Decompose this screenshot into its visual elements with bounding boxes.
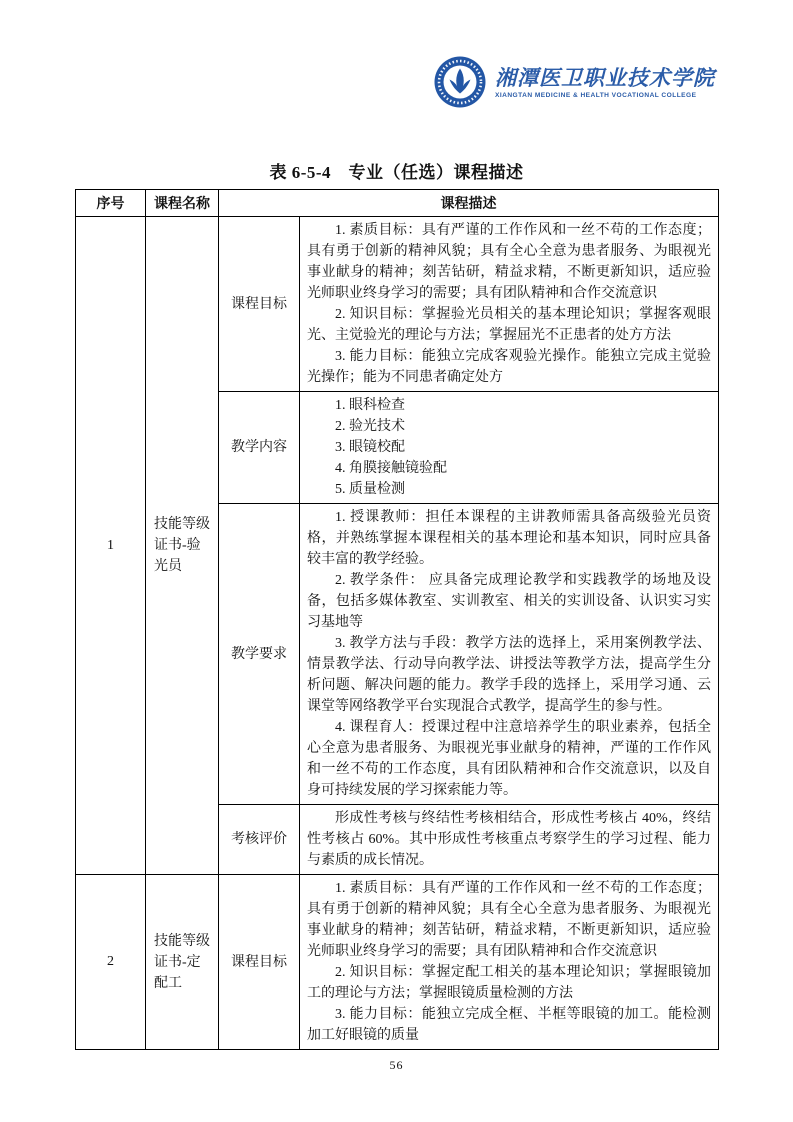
paragraph: 2. 验光技术 <box>335 419 405 434</box>
table-header-row <box>76 190 719 217</box>
paragraph: 3. 能力目标：能独立完成客观验光操作。能独立完成主觉验光操作；能为不同患者确定处方 <box>307 349 711 385</box>
college-logotype <box>495 66 715 99</box>
college-logo <box>434 56 715 108</box>
section-content-cell <box>300 217 719 392</box>
section-content-cell <box>300 875 719 1050</box>
course-description-table <box>75 189 719 1050</box>
paragraph: 1. 授课教师：担任本课程的主讲教师需具备高级验光员资格，并熟练掌握本课程相关的基本理论和基本知识，同时应具备较丰富的教学经验。 <box>307 510 711 567</box>
course-index-cell: 1 <box>76 217 146 875</box>
paragraph: 1. 素质目标：具有严谨的工作作风和一丝不苟的工作态度；具有勇于创新的精神风貌；具有全心全意为患者服务、为眼视光事业献身的精神；刻苦钻研，精益求精，不断更新知识，适应验光师职业终身学习的需要；具有团队精神和合作交流意识 <box>307 223 711 301</box>
paragraph: 2. 教学条件： 应具备完成理论教学和实践教学的场地及设备，包括多媒体教室、实训教室、相关的实训设备、认识实习实习基地等 <box>307 573 711 630</box>
section-label-cell: 课程目标 <box>219 875 300 1050</box>
paragraph: 5. 质量检测 <box>335 482 405 497</box>
table-row <box>76 217 719 392</box>
paragraph: 4. 课程育人：授课过程中注意培养学生的职业素养，包括全心全意为患者服务、为眼视光事业献身的精神，严谨的工作作风和一丝不苟的工作态度，具有团队精神和合作交流意识，以及自身可持续发展的学习探索能力等。 <box>307 720 711 798</box>
column-header-description: 课程描述 <box>219 190 719 217</box>
section-content-cell <box>300 504 719 805</box>
section-content-cell <box>300 805 719 875</box>
college-name-en: XIANGTAN MEDICINE & HEALTH VOCATIONAL COLLEGE <box>495 91 697 99</box>
column-header-index: 序号 <box>76 190 146 217</box>
course-name-cell: 技能等级证书-验光员 <box>146 217 219 875</box>
paragraph: 3. 能力目标：能独立完成全框、半框等眼镜的加工。能检测加工好眼镜的质量 <box>307 1007 711 1043</box>
section-label-cell: 教学内容 <box>219 392 300 504</box>
paragraph: 4. 角膜接触镜验配 <box>335 461 447 476</box>
page-number: 56 <box>389 1058 404 1072</box>
paragraph: 2. 知识目标：掌握定配工相关的基本理论知识；掌握眼镜加工的理论与方法；掌握眼镜质量检测的方法 <box>307 965 711 1001</box>
table-row <box>76 875 719 1050</box>
table-title: 表 6-5-4 专业（任选）课程描述 <box>269 163 524 182</box>
paragraph: 形成性考核与终结性考核相结合，形成性考核占 40%，终结性考核占 60%。其中形成性考核重点考察学生的学习过程、能力与素质的成长情况。 <box>307 811 711 868</box>
college-name-zh: 湘潭医卫职业技术学院 <box>495 65 715 90</box>
paragraph: 1. 眼科检查 <box>335 398 405 413</box>
column-header-course-name: 课程名称 <box>146 190 219 217</box>
section-content-cell <box>300 392 719 504</box>
paragraph: 2. 知识目标：掌握验光员相关的基本理论知识；掌握客观眼光、主觉验光的理论与方法；掌握屈光不正患者的处方方法 <box>307 307 711 343</box>
course-name-cell: 技能等级证书-定配工 <box>146 875 219 1050</box>
paragraph: 3. 眼镜校配 <box>335 440 405 455</box>
section-label-cell: 教学要求 <box>219 504 300 805</box>
paragraph: 1. 素质目标：具有严谨的工作作风和一丝不苟的工作态度；具有勇于创新的精神风貌；具有全心全意为患者服务、为眼视光事业献身的精神；刻苦钻研，精益求精，不断更新知识，适应验光师职业终身学习的需要；具有团队精神和合作交流意识 <box>307 881 711 959</box>
college-emblem-icon <box>434 56 486 108</box>
course-index-cell: 2 <box>76 875 146 1050</box>
section-label-cell: 课程目标 <box>219 217 300 392</box>
section-label-cell: 考核评价 <box>219 805 300 875</box>
paragraph: 3. 教学方法与手段：教学方法的选择上，采用案例教学法、情景教学法、行动导向教学法、讲授法等教学方法，提高学生分析问题、解决问题的能力。教学手段的选择上，采用学习通、云课堂等网络教学平台实现混合式教学，提高学生的参与性。 <box>307 636 711 714</box>
